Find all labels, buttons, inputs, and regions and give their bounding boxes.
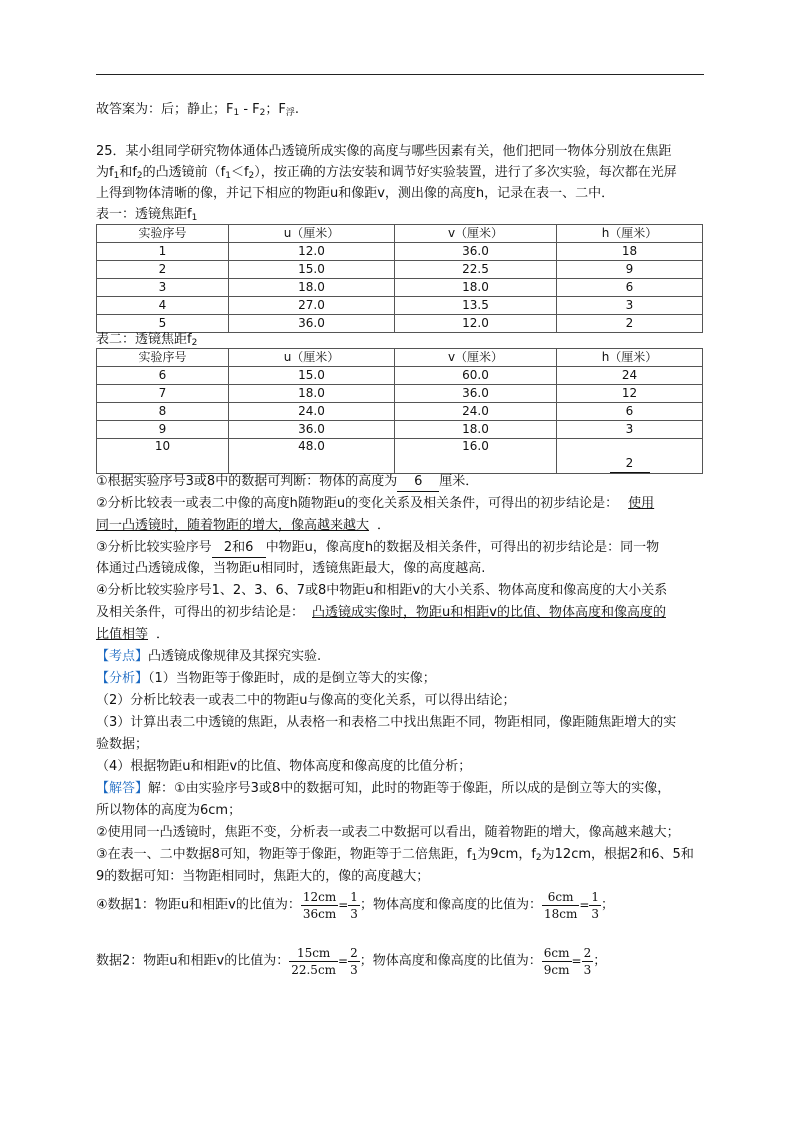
jieda-data-1: [96, 887, 614, 924]
subscript: 2: [136, 171, 143, 181]
answer-blank: 凸透镜成实像时，物距u和相距v的比值、物体高度和像高度的: [312, 605, 666, 620]
answer-blank: 使用: [628, 496, 655, 511]
fraction: [289, 945, 338, 978]
table1-header-cell: u（厘米）: [229, 225, 395, 243]
jieda-text: ；物体高度和像高度的比值为：: [359, 897, 542, 913]
jieda-text: 为9cm，f: [477, 847, 536, 862]
table-cell: 4: [97, 297, 229, 315]
jieda-text: 解：①由实验序号3或8中的数据可知，此时的物距等于像距，所以成的是倒立等大的实像，: [148, 781, 671, 796]
answer-text: 中物距u，像高度h的数据及相关条件，可得出的初步结论是：同一物: [265, 540, 660, 555]
answer-text: ①根据实验序号3或8中的数据可判断：物体的高度为: [96, 474, 398, 489]
jieda-line-1: [96, 779, 670, 799]
fraction-denominator: 3: [583, 962, 592, 977]
question-text: ＜f: [230, 165, 249, 180]
table-cell: 1: [97, 243, 229, 261]
subscript: 1: [233, 108, 240, 118]
jieda-text: ④数据1：物距u和相距v的比值为：: [96, 897, 301, 913]
fraction-numerator: 15cm: [289, 945, 338, 962]
prev-answer: [96, 100, 299, 123]
fraction-denominator: 18cm: [543, 906, 578, 921]
table-cell: 18.0: [395, 421, 557, 439]
table-cell: 27.0: [229, 297, 395, 315]
answer-2-line-1: [96, 494, 654, 514]
table-cell: 36.0: [395, 385, 557, 403]
jieda-text: ③在表一、二中数据8可知，物距等于像距，物距等于二倍焦距，f: [96, 847, 472, 862]
table-cell: 18: [557, 243, 703, 261]
table1-header-cell: h（厘米）: [557, 225, 703, 243]
table-cell: 6: [97, 367, 229, 385]
jieda-line-4: [96, 845, 694, 868]
question-line-1: 25．某小组同学研究物体通体凸透镜所成实像的高度与哪些因素有关，他们把同一物体分别放在焦距: [96, 144, 672, 159]
table-cell: 13.5: [395, 297, 557, 315]
answer-4-line-1: ④分析比较实验序号1、2、3、6、7或8中物距u和相距v的大小关系、物体高度和像高度的大小关系: [96, 583, 668, 598]
kaodian-text: 凸透镜成像规律及其探究实验.: [148, 649, 322, 664]
table2-header-cell: v（厘米）: [395, 349, 557, 367]
table1-header-cell: 实验序号: [97, 225, 229, 243]
table-cell: 6: [557, 403, 703, 421]
jieda-line-5: 9的数据可知：当物距相同时，焦距大的，像的高度越大；: [96, 869, 430, 884]
fraction: [301, 889, 338, 922]
answer-text: 厘米．: [439, 474, 479, 489]
answer-blank: 同一凸透镜时，随着物距的增大，像高越来越大: [96, 518, 370, 533]
fraction: [348, 945, 360, 978]
fraction-numerator: 1: [591, 889, 600, 904]
table-cell: 2: [97, 261, 229, 279]
equals-sign: =: [571, 954, 582, 968]
fraction-numerator: 6cm: [543, 945, 570, 960]
subscript: 1: [191, 213, 198, 223]
kaodian-tag: 【考点】: [96, 649, 149, 664]
table-cell: 18.0: [395, 279, 557, 297]
answer-1: [96, 472, 478, 492]
question-text: ），按正确的方法安装和调节好实验装置，进行了多次实验，每次都在光屏: [254, 165, 677, 180]
fraction: [542, 889, 579, 922]
subscript: 2: [259, 108, 266, 118]
table2-header-row: [97, 349, 703, 367]
table2-header-cell: u（厘米）: [229, 349, 395, 367]
table-cell: 2: [557, 315, 703, 333]
fraction-denominator: 22.5cm: [291, 962, 337, 977]
fraction-denominator: 9cm: [543, 962, 570, 977]
answer-text: ．: [377, 518, 391, 533]
table-cell: 15.0: [229, 261, 395, 279]
subscript: 2: [191, 338, 198, 348]
fraction-numerator: 2: [350, 945, 358, 960]
table-cell: 7: [97, 385, 229, 403]
table-cell: 16.0: [395, 439, 557, 474]
subscript: 2: [248, 171, 255, 181]
jieda-data-2: [96, 943, 606, 980]
table-cell: 18.0: [229, 279, 395, 297]
table-cell: 5: [97, 315, 229, 333]
prev-answer-text: - F: [239, 102, 260, 117]
table-cell-underlined: 2: [610, 454, 650, 473]
equals-sign: =: [338, 898, 349, 912]
table-cell: 36.0: [229, 421, 395, 439]
prev-answer-text: .: [294, 102, 300, 117]
answer-text: ②分析比较表一或表二中像的高度h随物距u的变化关系及相关条件，可得出的初步结论是：: [96, 496, 619, 511]
answer-4-line-3: [96, 625, 169, 645]
table1-caption-text: 表一：透镜焦距f: [96, 207, 192, 222]
fenxi-line-5: （4）根据物距u和相距v的比值、物体高度和像高度的比值分析；: [96, 759, 472, 774]
table2-header-cell: h（厘米）: [557, 349, 703, 367]
answer-blank: 6: [397, 473, 439, 492]
answer-3-line-1: [96, 538, 659, 558]
table-row: [97, 403, 703, 421]
header-rule: [96, 74, 704, 75]
subscript: 1: [113, 171, 120, 181]
fraction: [542, 945, 572, 978]
fraction-numerator: 6cm: [542, 889, 579, 906]
table-cell: 3: [557, 421, 703, 439]
answer-blank: 2和6: [212, 539, 266, 558]
table-cell: 8: [97, 403, 229, 421]
question-line-2: [96, 163, 677, 186]
table-row: [97, 421, 703, 439]
equals-sign: =: [338, 954, 349, 968]
table-row: [97, 279, 703, 297]
fraction-denominator: 3: [350, 962, 358, 977]
table-cell: 9: [97, 421, 229, 439]
jieda-text: 为12cm，根据2和6、5和: [541, 847, 694, 862]
subscript: 2: [535, 853, 542, 863]
jieda-text: ；: [601, 897, 615, 913]
equals-sign: =: [579, 898, 590, 912]
fraction-numerator: 1: [350, 889, 358, 904]
subscript: 1: [471, 853, 478, 863]
jieda-text: ；物体高度和像高度的比值为：: [359, 953, 542, 969]
table-cell: 36.0: [229, 315, 395, 333]
fenxi-line-2: （2）分析比较表一或表二中的物距u与像高的变化关系，可以得出结论；: [96, 693, 516, 708]
table2-caption-text: 表二：透镜焦距f: [96, 332, 192, 347]
fraction-denominator: 3: [591, 906, 600, 921]
table2: [96, 348, 703, 474]
answer-text: ．: [156, 627, 170, 642]
fenxi-text: （1）当物距等于像距时，成的是倒立等大的实像；: [148, 671, 436, 686]
table-cell: [557, 439, 703, 474]
table-cell: 6: [557, 279, 703, 297]
table-cell: 12: [557, 385, 703, 403]
answer-2-line-2: [96, 516, 390, 536]
fenxi-line-3: （3）计算出表二中透镜的焦距，从表格一和表格二中找出焦距不同，物距相同，像距随焦距增大的实: [96, 715, 677, 730]
table-cell: 60.0: [395, 367, 557, 385]
jieda-text: 数据2：物距u和相距v的比值为：: [96, 953, 290, 969]
table-cell: 24: [557, 367, 703, 385]
subscript: 浮: [285, 108, 295, 118]
table-row: [97, 243, 703, 261]
table-cell: 24.0: [395, 403, 557, 421]
fenxi-line-4: 验数据；: [96, 737, 149, 752]
table-row: [97, 367, 703, 385]
table-cell: 15.0: [229, 367, 395, 385]
table1: [96, 224, 703, 333]
fraction: [589, 889, 601, 922]
question-text: 和f: [119, 165, 137, 180]
table2-header-cell: 实验序号: [97, 349, 229, 367]
question-text: 为f: [96, 165, 114, 180]
answer-3-line-2: 体通过凸透镜成像，当物距u相同时，透镜焦距最大，像的高度越高.: [96, 561, 486, 576]
jieda-line-2: 所以物体的高度为6cm；: [96, 803, 242, 818]
table-cell: 22.5: [395, 261, 557, 279]
jieda-line-3: ②使用同一凸透镜时，焦距不变，分析表一或表二中数据可以看出，随着物距的增大，像高越来越大；: [96, 825, 680, 840]
prev-answer-text: ；F: [265, 102, 286, 117]
fraction-numerator: 12cm: [302, 889, 337, 904]
table-row: [97, 385, 703, 403]
subscript: 1: [225, 171, 231, 181]
table-cell: 3: [97, 279, 229, 297]
fenxi-tag: 【分析】: [96, 671, 149, 686]
jieda-text: ；: [593, 953, 607, 969]
table-row: [97, 439, 703, 474]
table-cell: 24.0: [229, 403, 395, 421]
table-cell: 3: [557, 297, 703, 315]
table-row: [97, 297, 703, 315]
fraction-numerator: 2: [583, 945, 592, 960]
table1-header-row: [97, 225, 703, 243]
table-cell: 9: [557, 261, 703, 279]
table-cell: 18.0: [229, 385, 395, 403]
question-text: 的凸透镜前（f: [142, 165, 226, 180]
answer-blank: 比值相等: [96, 627, 149, 642]
fraction-denominator: 36cm: [302, 906, 337, 921]
fenxi-line-1: [96, 669, 436, 689]
table-cell: 36.0: [395, 243, 557, 261]
answer-text: ③分析比较实验序号: [96, 540, 212, 555]
prev-answer-text: 故答案为：后；静止；F: [96, 102, 234, 117]
jieda-tag: 【解答】: [96, 781, 149, 796]
kaodian: [96, 647, 321, 667]
table-cell: 12.0: [395, 315, 557, 333]
fraction: [348, 889, 360, 922]
fraction: [582, 945, 594, 978]
question-line-3: 上得到物体清晰的像，并记下相应的物距u和像距v，测出像的高度h，记录在表一、二中．: [96, 186, 615, 201]
table-cell: 12.0: [229, 243, 395, 261]
answer-4-line-2: [96, 603, 666, 623]
fraction-denominator: 3: [350, 906, 358, 921]
table-row: [97, 261, 703, 279]
table-cell: 48.0: [229, 439, 395, 474]
table-cell: 10: [97, 439, 229, 474]
table1-header-cell: v（厘米）: [395, 225, 557, 243]
answer-text: 及相关条件，可得出的初步结论是：: [96, 605, 305, 620]
